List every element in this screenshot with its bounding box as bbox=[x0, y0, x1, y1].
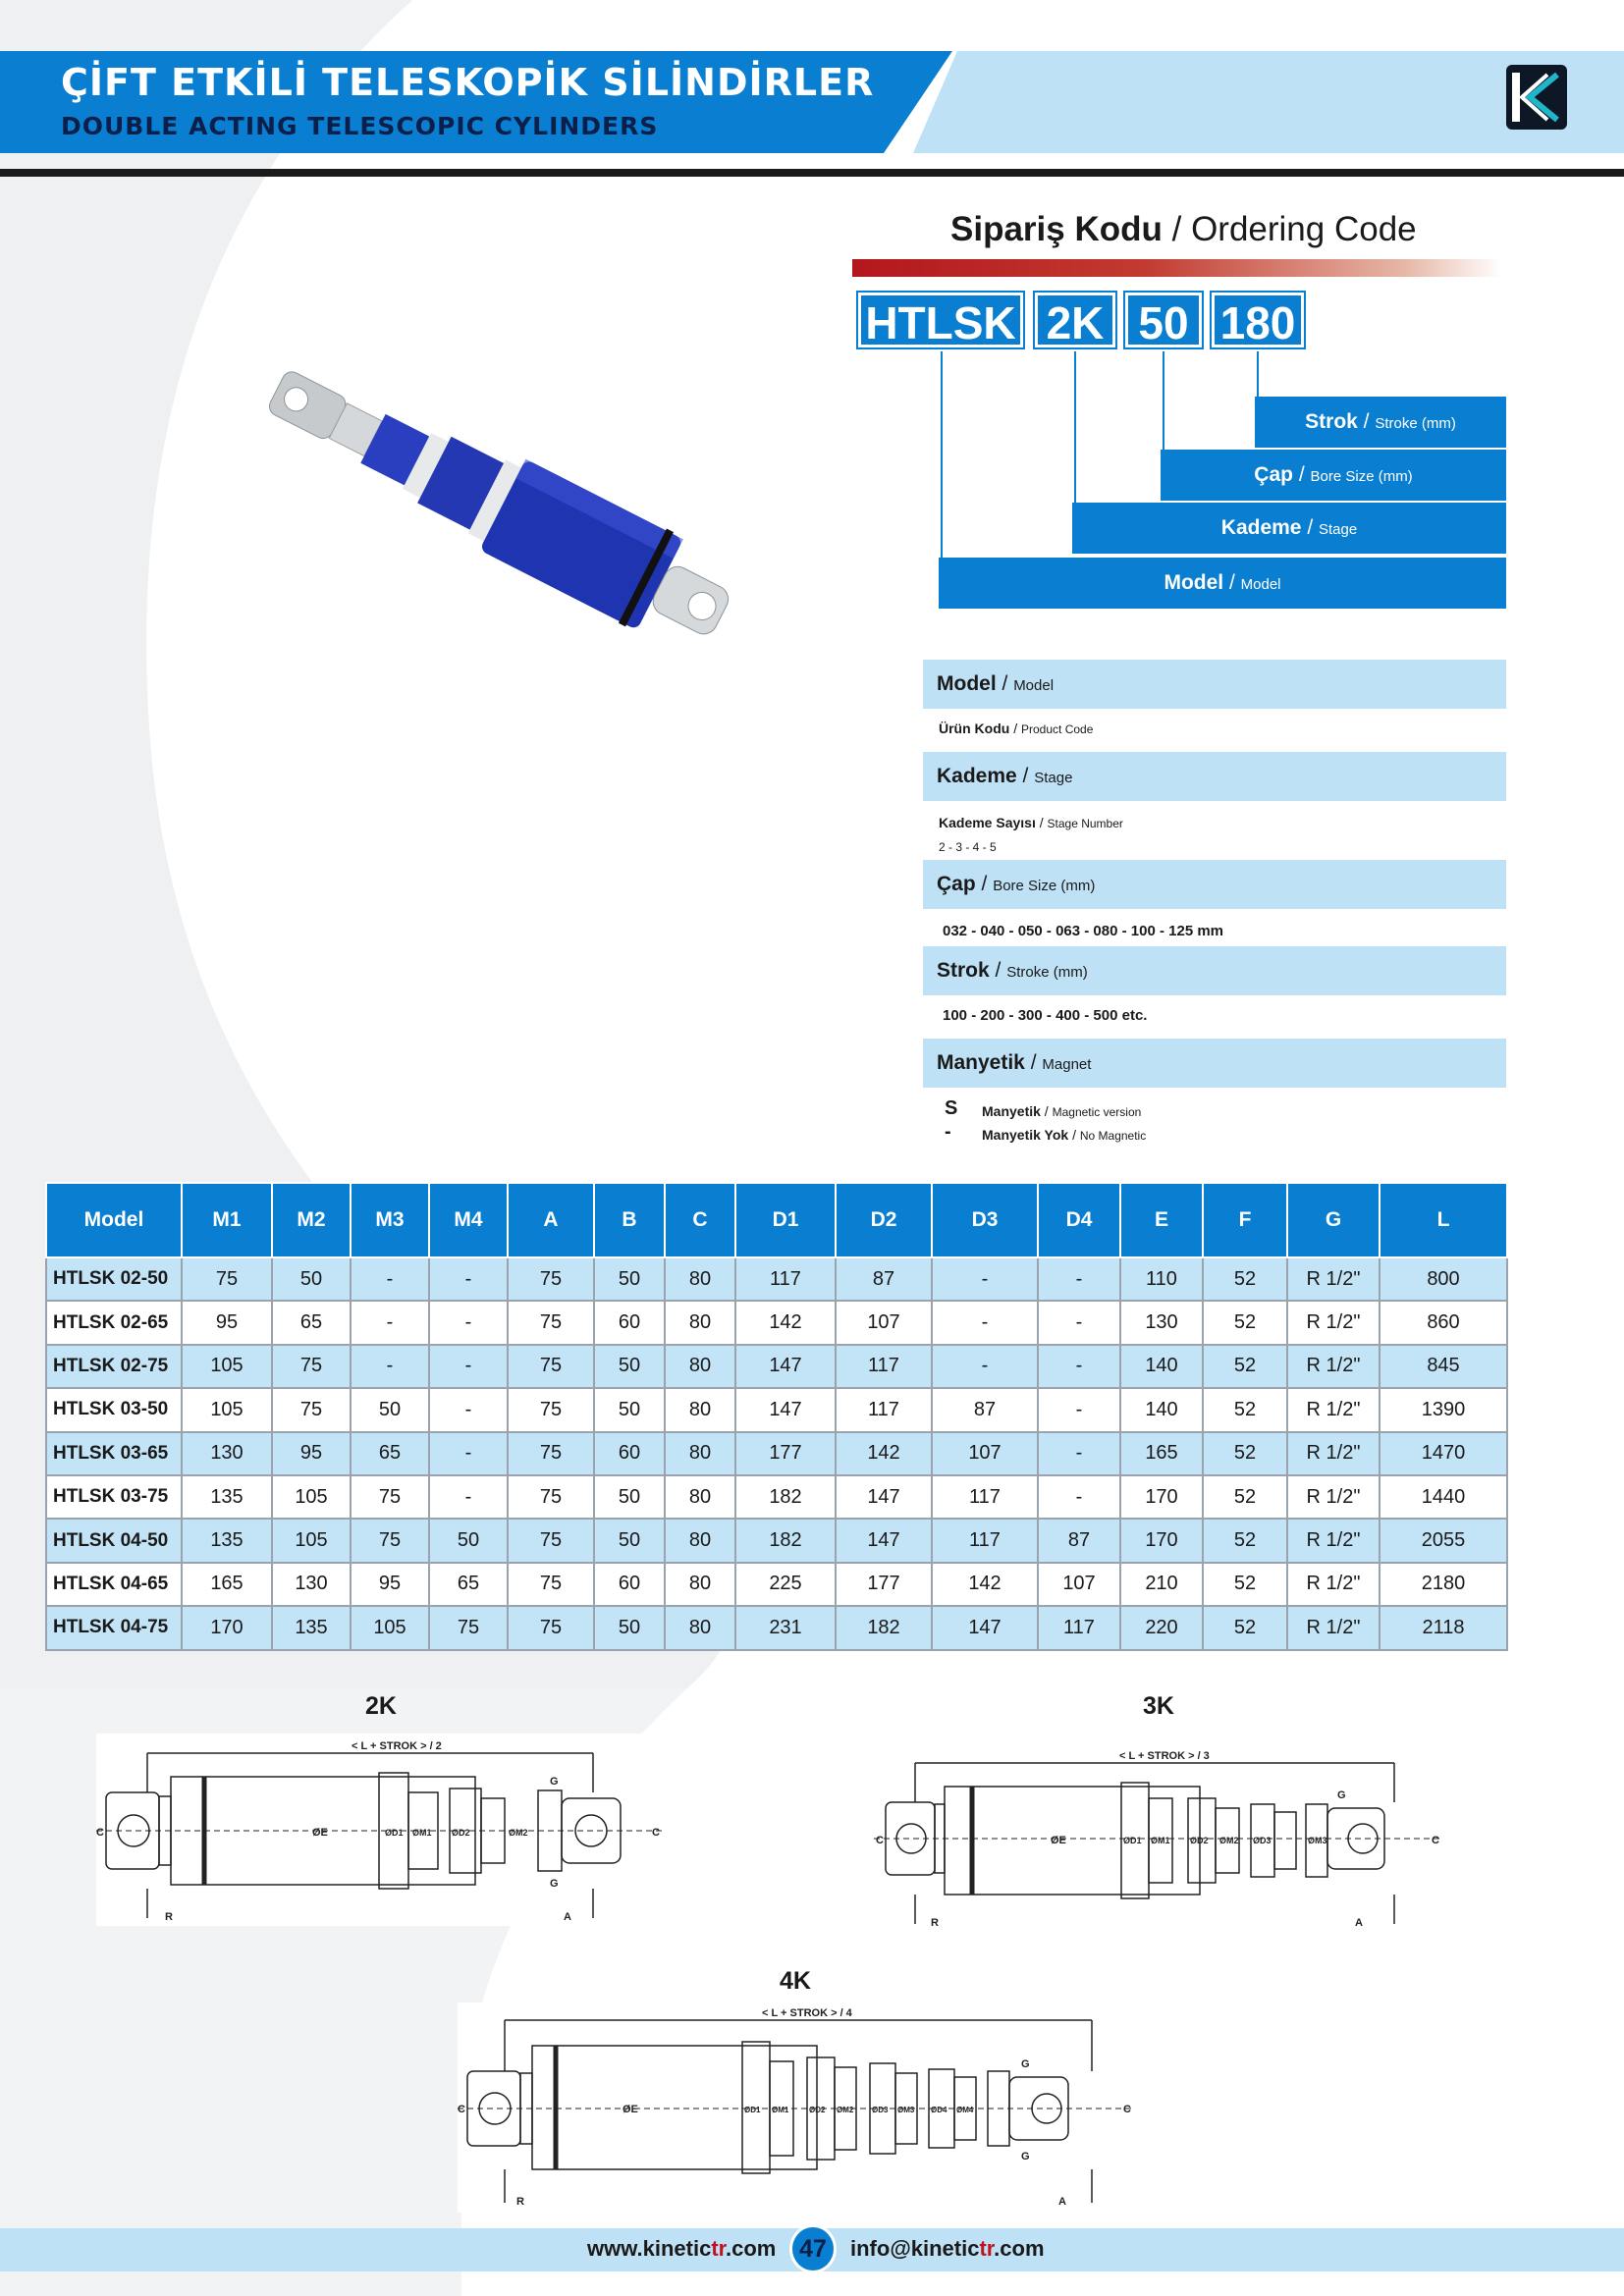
col-header: M4 bbox=[429, 1183, 508, 1257]
table-cell: 800 bbox=[1380, 1257, 1507, 1301]
table-cell: 52 bbox=[1203, 1345, 1287, 1388]
table-cell: 52 bbox=[1203, 1257, 1287, 1301]
table-cell: 80 bbox=[665, 1606, 735, 1649]
table-cell: 117 bbox=[932, 1519, 1038, 1562]
table-cell: 50 bbox=[351, 1388, 429, 1431]
table-cell: R 1/2" bbox=[1287, 1257, 1380, 1301]
table-cell: - bbox=[932, 1301, 1038, 1344]
mark-m2: ØM2 bbox=[509, 1828, 528, 1838]
table-cell: 1470 bbox=[1380, 1432, 1507, 1475]
table-cell: 52 bbox=[1203, 1606, 1287, 1649]
mark-c: C bbox=[652, 1827, 660, 1839]
mark-d2: ØD2 bbox=[452, 1828, 470, 1838]
mark-c: C bbox=[876, 1835, 884, 1846]
table-cell: 52 bbox=[1203, 1475, 1287, 1519]
table-cell: 80 bbox=[665, 1345, 735, 1388]
mark-g: G bbox=[1021, 2151, 1030, 2163]
table-cell: 170 bbox=[182, 1606, 272, 1649]
table-cell: 60 bbox=[594, 1563, 665, 1606]
table-cell: 105 bbox=[272, 1475, 351, 1519]
col-header: M2 bbox=[272, 1183, 351, 1257]
table-cell: 107 bbox=[836, 1301, 932, 1344]
option-stage-note: Kademe Sayısı / Stage Number bbox=[939, 815, 1123, 830]
table-cell: 87 bbox=[836, 1257, 932, 1301]
option-stroke-header: Strok / Stroke (mm) bbox=[923, 946, 1506, 995]
table-row bbox=[46, 1475, 1507, 1519]
table-cell: 50 bbox=[594, 1519, 665, 1562]
table-cell: - bbox=[429, 1475, 508, 1519]
table-cell: 75 bbox=[272, 1388, 351, 1431]
header-rule bbox=[0, 169, 1624, 177]
col-header: A bbox=[508, 1183, 594, 1257]
option-stroke-values: 100 - 200 - 300 - 400 - 500 etc. bbox=[943, 1007, 1148, 1024]
table-cell: - bbox=[1038, 1388, 1120, 1431]
drawing-2k bbox=[96, 1734, 664, 1926]
table-cell: 135 bbox=[272, 1606, 351, 1649]
table-cell: 2180 bbox=[1380, 1563, 1507, 1606]
table-cell: 135 bbox=[182, 1519, 272, 1562]
table-cell: 75 bbox=[508, 1563, 594, 1606]
table-cell: 117 bbox=[836, 1345, 932, 1388]
table-cell: 147 bbox=[932, 1606, 1038, 1649]
col-header: D2 bbox=[836, 1183, 932, 1257]
table-cell: 210 bbox=[1120, 1563, 1203, 1606]
table-cell: 147 bbox=[836, 1519, 932, 1562]
col-header: C bbox=[665, 1183, 735, 1257]
table-row bbox=[46, 1345, 1507, 1388]
col-header: D4 bbox=[1038, 1183, 1120, 1257]
table-row bbox=[46, 1606, 1507, 1649]
table-cell: 105 bbox=[272, 1519, 351, 1562]
table-cell: R 1/2" bbox=[1287, 1301, 1380, 1344]
table-cell: 147 bbox=[735, 1388, 836, 1431]
table-cell: 52 bbox=[1203, 1432, 1287, 1475]
table-cell: 2055 bbox=[1380, 1519, 1507, 1562]
mark-d1: ØD1 bbox=[744, 2106, 761, 2114]
table-cell: - bbox=[1038, 1257, 1120, 1301]
page-title: ÇİFT ETKİLİ TELESKOPİK SİLİNDİRLER bbox=[61, 61, 875, 104]
col-header: Model bbox=[46, 1183, 182, 1257]
table-cell: R 1/2" bbox=[1287, 1432, 1380, 1475]
table-cell: 87 bbox=[1038, 1519, 1120, 1562]
table-row bbox=[46, 1388, 1507, 1431]
legend-bore: Çap / Bore Size (mm) bbox=[1161, 450, 1506, 501]
table-cell: - bbox=[429, 1345, 508, 1388]
mark-c: C bbox=[1123, 2104, 1131, 2115]
table-cell: 52 bbox=[1203, 1519, 1287, 1562]
table-cell: 75 bbox=[508, 1301, 594, 1344]
mark-d3: ØD3 bbox=[872, 2106, 889, 2114]
kinetic-logo-icon bbox=[1506, 65, 1567, 130]
table-cell: 225 bbox=[735, 1563, 836, 1606]
table-cell: 50 bbox=[594, 1257, 665, 1301]
leader-line-stroke bbox=[1257, 351, 1259, 397]
mark-a: A bbox=[1058, 2196, 1066, 2208]
drawing-label-4k: 4K bbox=[780, 1967, 811, 1995]
table-cell: 80 bbox=[665, 1388, 735, 1431]
table-cell: 177 bbox=[836, 1563, 932, 1606]
table-cell: 80 bbox=[665, 1475, 735, 1519]
col-header: B bbox=[594, 1183, 665, 1257]
page-number: 47 bbox=[789, 2224, 837, 2273]
mark-r: R bbox=[931, 1917, 939, 1929]
dim-text: < L + STROK > / 2 bbox=[352, 1740, 442, 1752]
mark-c: C bbox=[458, 2104, 465, 2115]
mark-e: ØE bbox=[623, 2104, 638, 2115]
table-cell: R 1/2" bbox=[1287, 1475, 1380, 1519]
table-cell: 95 bbox=[272, 1432, 351, 1475]
spec-table bbox=[45, 1182, 1508, 1651]
model-cell: HTLSK 04-65 bbox=[46, 1563, 182, 1606]
table-cell: 140 bbox=[1120, 1345, 1203, 1388]
code-part-bore: 50 bbox=[1125, 293, 1202, 347]
mark-d2: ØD2 bbox=[1190, 1836, 1209, 1845]
option-stage-values: 2 - 3 - 4 - 5 bbox=[939, 840, 997, 854]
col-header: M1 bbox=[182, 1183, 272, 1257]
mark-g: G bbox=[550, 1776, 559, 1788]
drawing-label-3k: 3K bbox=[1143, 1692, 1174, 1720]
table-cell: 52 bbox=[1203, 1563, 1287, 1606]
table-cell: 117 bbox=[735, 1257, 836, 1301]
table-cell: 107 bbox=[1038, 1563, 1120, 1606]
table-cell: 75 bbox=[508, 1257, 594, 1301]
mark-r: R bbox=[165, 1911, 173, 1923]
table-cell: 1440 bbox=[1380, 1475, 1507, 1519]
table-row bbox=[46, 1563, 1507, 1606]
table-cell: - bbox=[351, 1345, 429, 1388]
table-row bbox=[46, 1257, 1507, 1301]
table-cell: 2118 bbox=[1380, 1606, 1507, 1649]
table-cell: 65 bbox=[272, 1301, 351, 1344]
drawing-label-2k: 2K bbox=[365, 1692, 397, 1720]
mark-m1: ØM1 bbox=[412, 1828, 432, 1838]
table-cell: 75 bbox=[182, 1257, 272, 1301]
table-cell: 117 bbox=[932, 1475, 1038, 1519]
model-cell: HTLSK 03-50 bbox=[46, 1388, 182, 1431]
mark-m4: ØM4 bbox=[956, 2106, 974, 2114]
table-cell: 52 bbox=[1203, 1301, 1287, 1344]
table-cell: 142 bbox=[735, 1301, 836, 1344]
table-cell: 50 bbox=[594, 1345, 665, 1388]
table-cell: 165 bbox=[182, 1563, 272, 1606]
table-cell: 110 bbox=[1120, 1257, 1203, 1301]
magnet-desc-none: Manyetik Yok / No Magnetic bbox=[982, 1127, 1147, 1143]
table-cell: 50 bbox=[594, 1606, 665, 1649]
table-cell: 80 bbox=[665, 1563, 735, 1606]
table-cell: 130 bbox=[1120, 1301, 1203, 1344]
model-cell: HTLSK 03-65 bbox=[46, 1432, 182, 1475]
table-cell: 75 bbox=[272, 1345, 351, 1388]
table-cell: 182 bbox=[735, 1475, 836, 1519]
page-subtitle: DOUBLE ACTING TELESCOPIC CYLINDERS bbox=[61, 112, 659, 140]
table-cell: 80 bbox=[665, 1257, 735, 1301]
table-cell: 1390 bbox=[1380, 1388, 1507, 1431]
table-cell: 170 bbox=[1120, 1519, 1203, 1562]
col-header: L bbox=[1380, 1183, 1507, 1257]
mark-r: R bbox=[516, 2196, 524, 2208]
table-cell: 60 bbox=[594, 1432, 665, 1475]
ordering-code-rule bbox=[852, 259, 1502, 277]
table-cell: - bbox=[351, 1301, 429, 1344]
model-cell: HTLSK 04-50 bbox=[46, 1519, 182, 1562]
table-cell: - bbox=[429, 1257, 508, 1301]
table-cell: 220 bbox=[1120, 1606, 1203, 1649]
table-cell: 52 bbox=[1203, 1388, 1287, 1431]
mark-d4: ØD4 bbox=[931, 2106, 947, 2114]
table-cell: 75 bbox=[508, 1475, 594, 1519]
table-cell: 50 bbox=[272, 1257, 351, 1301]
table-cell: R 1/2" bbox=[1287, 1519, 1380, 1562]
mark-c: C bbox=[96, 1827, 104, 1839]
table-cell: 107 bbox=[932, 1432, 1038, 1475]
drawing-3k bbox=[874, 1747, 1443, 1934]
table-cell: - bbox=[429, 1432, 508, 1475]
table-cell: 147 bbox=[836, 1475, 932, 1519]
table-cell: 231 bbox=[735, 1606, 836, 1649]
table-cell: - bbox=[429, 1301, 508, 1344]
table-cell: 75 bbox=[508, 1432, 594, 1475]
legend-stage: Kademe / Stage bbox=[1072, 503, 1506, 554]
option-model-header: Model / Model bbox=[923, 660, 1506, 709]
table-cell: R 1/2" bbox=[1287, 1563, 1380, 1606]
table-cell: 50 bbox=[429, 1519, 508, 1562]
mark-g: G bbox=[550, 1878, 559, 1890]
table-cell: 142 bbox=[932, 1563, 1038, 1606]
mark-d2: ØD2 bbox=[809, 2106, 826, 2114]
leader-line-model bbox=[941, 351, 943, 561]
table-cell: 87 bbox=[932, 1388, 1038, 1431]
table-cell: - bbox=[1038, 1301, 1120, 1344]
table-cell: 105 bbox=[351, 1606, 429, 1649]
option-stage-header: Kademe / Stage bbox=[923, 752, 1506, 801]
table-cell: 80 bbox=[665, 1432, 735, 1475]
model-cell: HTLSK 03-75 bbox=[46, 1475, 182, 1519]
leader-line-bore bbox=[1163, 351, 1164, 452]
magnet-code-s: S bbox=[945, 1097, 958, 1119]
table-cell: - bbox=[1038, 1432, 1120, 1475]
col-header: F bbox=[1203, 1183, 1287, 1257]
table-cell: 75 bbox=[429, 1606, 508, 1649]
option-bore-header: Çap / Bore Size (mm) bbox=[923, 860, 1506, 909]
mark-d3: ØD3 bbox=[1253, 1836, 1272, 1845]
table-cell: 75 bbox=[351, 1519, 429, 1562]
mark-a: A bbox=[564, 1911, 571, 1923]
table-cell: 182 bbox=[836, 1606, 932, 1649]
mark-m1: ØM1 bbox=[1151, 1836, 1170, 1845]
col-header: G bbox=[1287, 1183, 1380, 1257]
drawing-4k bbox=[458, 2002, 1135, 2213]
option-bore-values: 032 - 040 - 050 - 063 - 080 - 100 - 125 mm bbox=[943, 923, 1224, 939]
table-cell: 65 bbox=[429, 1563, 508, 1606]
mark-e: ØE bbox=[1051, 1835, 1066, 1846]
table-cell: 130 bbox=[272, 1563, 351, 1606]
table-cell: 75 bbox=[508, 1606, 594, 1649]
legend-stroke: Strok / Stroke (mm) bbox=[1255, 397, 1506, 448]
product-image bbox=[226, 355, 776, 669]
table-cell: 60 bbox=[594, 1301, 665, 1344]
table-cell: - bbox=[1038, 1345, 1120, 1388]
table-cell: - bbox=[429, 1388, 508, 1431]
table-cell: 170 bbox=[1120, 1475, 1203, 1519]
footer-email[interactable]: info@kinetictr.com bbox=[850, 2236, 1045, 2261]
model-cell: HTLSK 02-65 bbox=[46, 1301, 182, 1344]
mark-m1: ØM1 bbox=[772, 2106, 789, 2114]
table-cell: 130 bbox=[182, 1432, 272, 1475]
table-cell: 75 bbox=[508, 1345, 594, 1388]
table-cell: 75 bbox=[351, 1475, 429, 1519]
col-header: M3 bbox=[351, 1183, 429, 1257]
mark-g: G bbox=[1337, 1789, 1346, 1801]
table-cell: R 1/2" bbox=[1287, 1606, 1380, 1649]
mark-a: A bbox=[1355, 1917, 1363, 1929]
mark-e: ØE bbox=[312, 1827, 328, 1839]
table-row bbox=[46, 1301, 1507, 1344]
table-cell: 177 bbox=[735, 1432, 836, 1475]
brand-logo bbox=[1506, 65, 1567, 130]
table-cell: 50 bbox=[594, 1475, 665, 1519]
option-model-note: Ürün Kodu / Product Code bbox=[939, 721, 1094, 736]
mark-m3: ØM3 bbox=[1308, 1836, 1327, 1845]
model-cell: HTLSK 02-75 bbox=[46, 1345, 182, 1388]
table-cell: 135 bbox=[182, 1475, 272, 1519]
table-cell: 845 bbox=[1380, 1345, 1507, 1388]
code-part-stroke: 180 bbox=[1212, 293, 1304, 347]
ordering-code-title: Sipariş Kodu / Ordering Code bbox=[950, 210, 1417, 248]
dim-text: < L + STROK > / 3 bbox=[1119, 1750, 1210, 1762]
table-row bbox=[46, 1432, 1507, 1475]
table-cell: 95 bbox=[351, 1563, 429, 1606]
table-cell: R 1/2" bbox=[1287, 1388, 1380, 1431]
col-header: E bbox=[1120, 1183, 1203, 1257]
table-cell: 65 bbox=[351, 1432, 429, 1475]
table-cell: 165 bbox=[1120, 1432, 1203, 1475]
table-cell: 117 bbox=[1038, 1606, 1120, 1649]
footer-website[interactable]: www.kinetictr.com bbox=[587, 2236, 777, 2261]
table-cell: 117 bbox=[836, 1388, 932, 1431]
option-magnet-header: Manyetik / Magnet bbox=[923, 1039, 1506, 1088]
mark-c: C bbox=[1432, 1835, 1439, 1846]
table-cell: 182 bbox=[735, 1519, 836, 1562]
table-row bbox=[46, 1519, 1507, 1562]
magnet-desc-s: Manyetik / Magnetic version bbox=[982, 1103, 1142, 1119]
code-part-model: HTLSK bbox=[858, 293, 1023, 347]
table-cell: 75 bbox=[508, 1519, 594, 1562]
mark-m2: ØM2 bbox=[837, 2106, 854, 2114]
magnet-code-none: - bbox=[945, 1121, 951, 1143]
table-cell: - bbox=[351, 1257, 429, 1301]
table-cell: 80 bbox=[665, 1301, 735, 1344]
col-header: D1 bbox=[735, 1183, 836, 1257]
table-cell: 105 bbox=[182, 1345, 272, 1388]
leader-line-stage bbox=[1074, 351, 1076, 505]
table-cell: 95 bbox=[182, 1301, 272, 1344]
col-header: D3 bbox=[932, 1183, 1038, 1257]
table-cell: 142 bbox=[836, 1432, 932, 1475]
table-cell: 80 bbox=[665, 1519, 735, 1562]
table-cell: - bbox=[932, 1345, 1038, 1388]
table-header-row bbox=[46, 1183, 1507, 1257]
mark-m2: ØM2 bbox=[1219, 1836, 1239, 1845]
table-cell: 860 bbox=[1380, 1301, 1507, 1344]
model-cell: HTLSK 02-50 bbox=[46, 1257, 182, 1301]
model-cell: HTLSK 04-75 bbox=[46, 1606, 182, 1649]
mark-g: G bbox=[1021, 2058, 1030, 2070]
table-cell: R 1/2" bbox=[1287, 1345, 1380, 1388]
mark-m3: ØM3 bbox=[897, 2106, 915, 2114]
mark-d1: ØD1 bbox=[1123, 1836, 1142, 1845]
code-part-stage: 2K bbox=[1035, 293, 1115, 347]
table-cell: 147 bbox=[735, 1345, 836, 1388]
table-cell: - bbox=[932, 1257, 1038, 1301]
table-cell: 105 bbox=[182, 1388, 272, 1431]
dim-text: < L + STROK > / 4 bbox=[762, 2007, 852, 2019]
mark-d1: ØD1 bbox=[385, 1828, 404, 1838]
legend-model: Model / Model bbox=[939, 558, 1506, 609]
table-cell: - bbox=[1038, 1475, 1120, 1519]
table-cell: 50 bbox=[594, 1388, 665, 1431]
table-cell: 75 bbox=[508, 1388, 594, 1431]
table-cell: 140 bbox=[1120, 1388, 1203, 1431]
